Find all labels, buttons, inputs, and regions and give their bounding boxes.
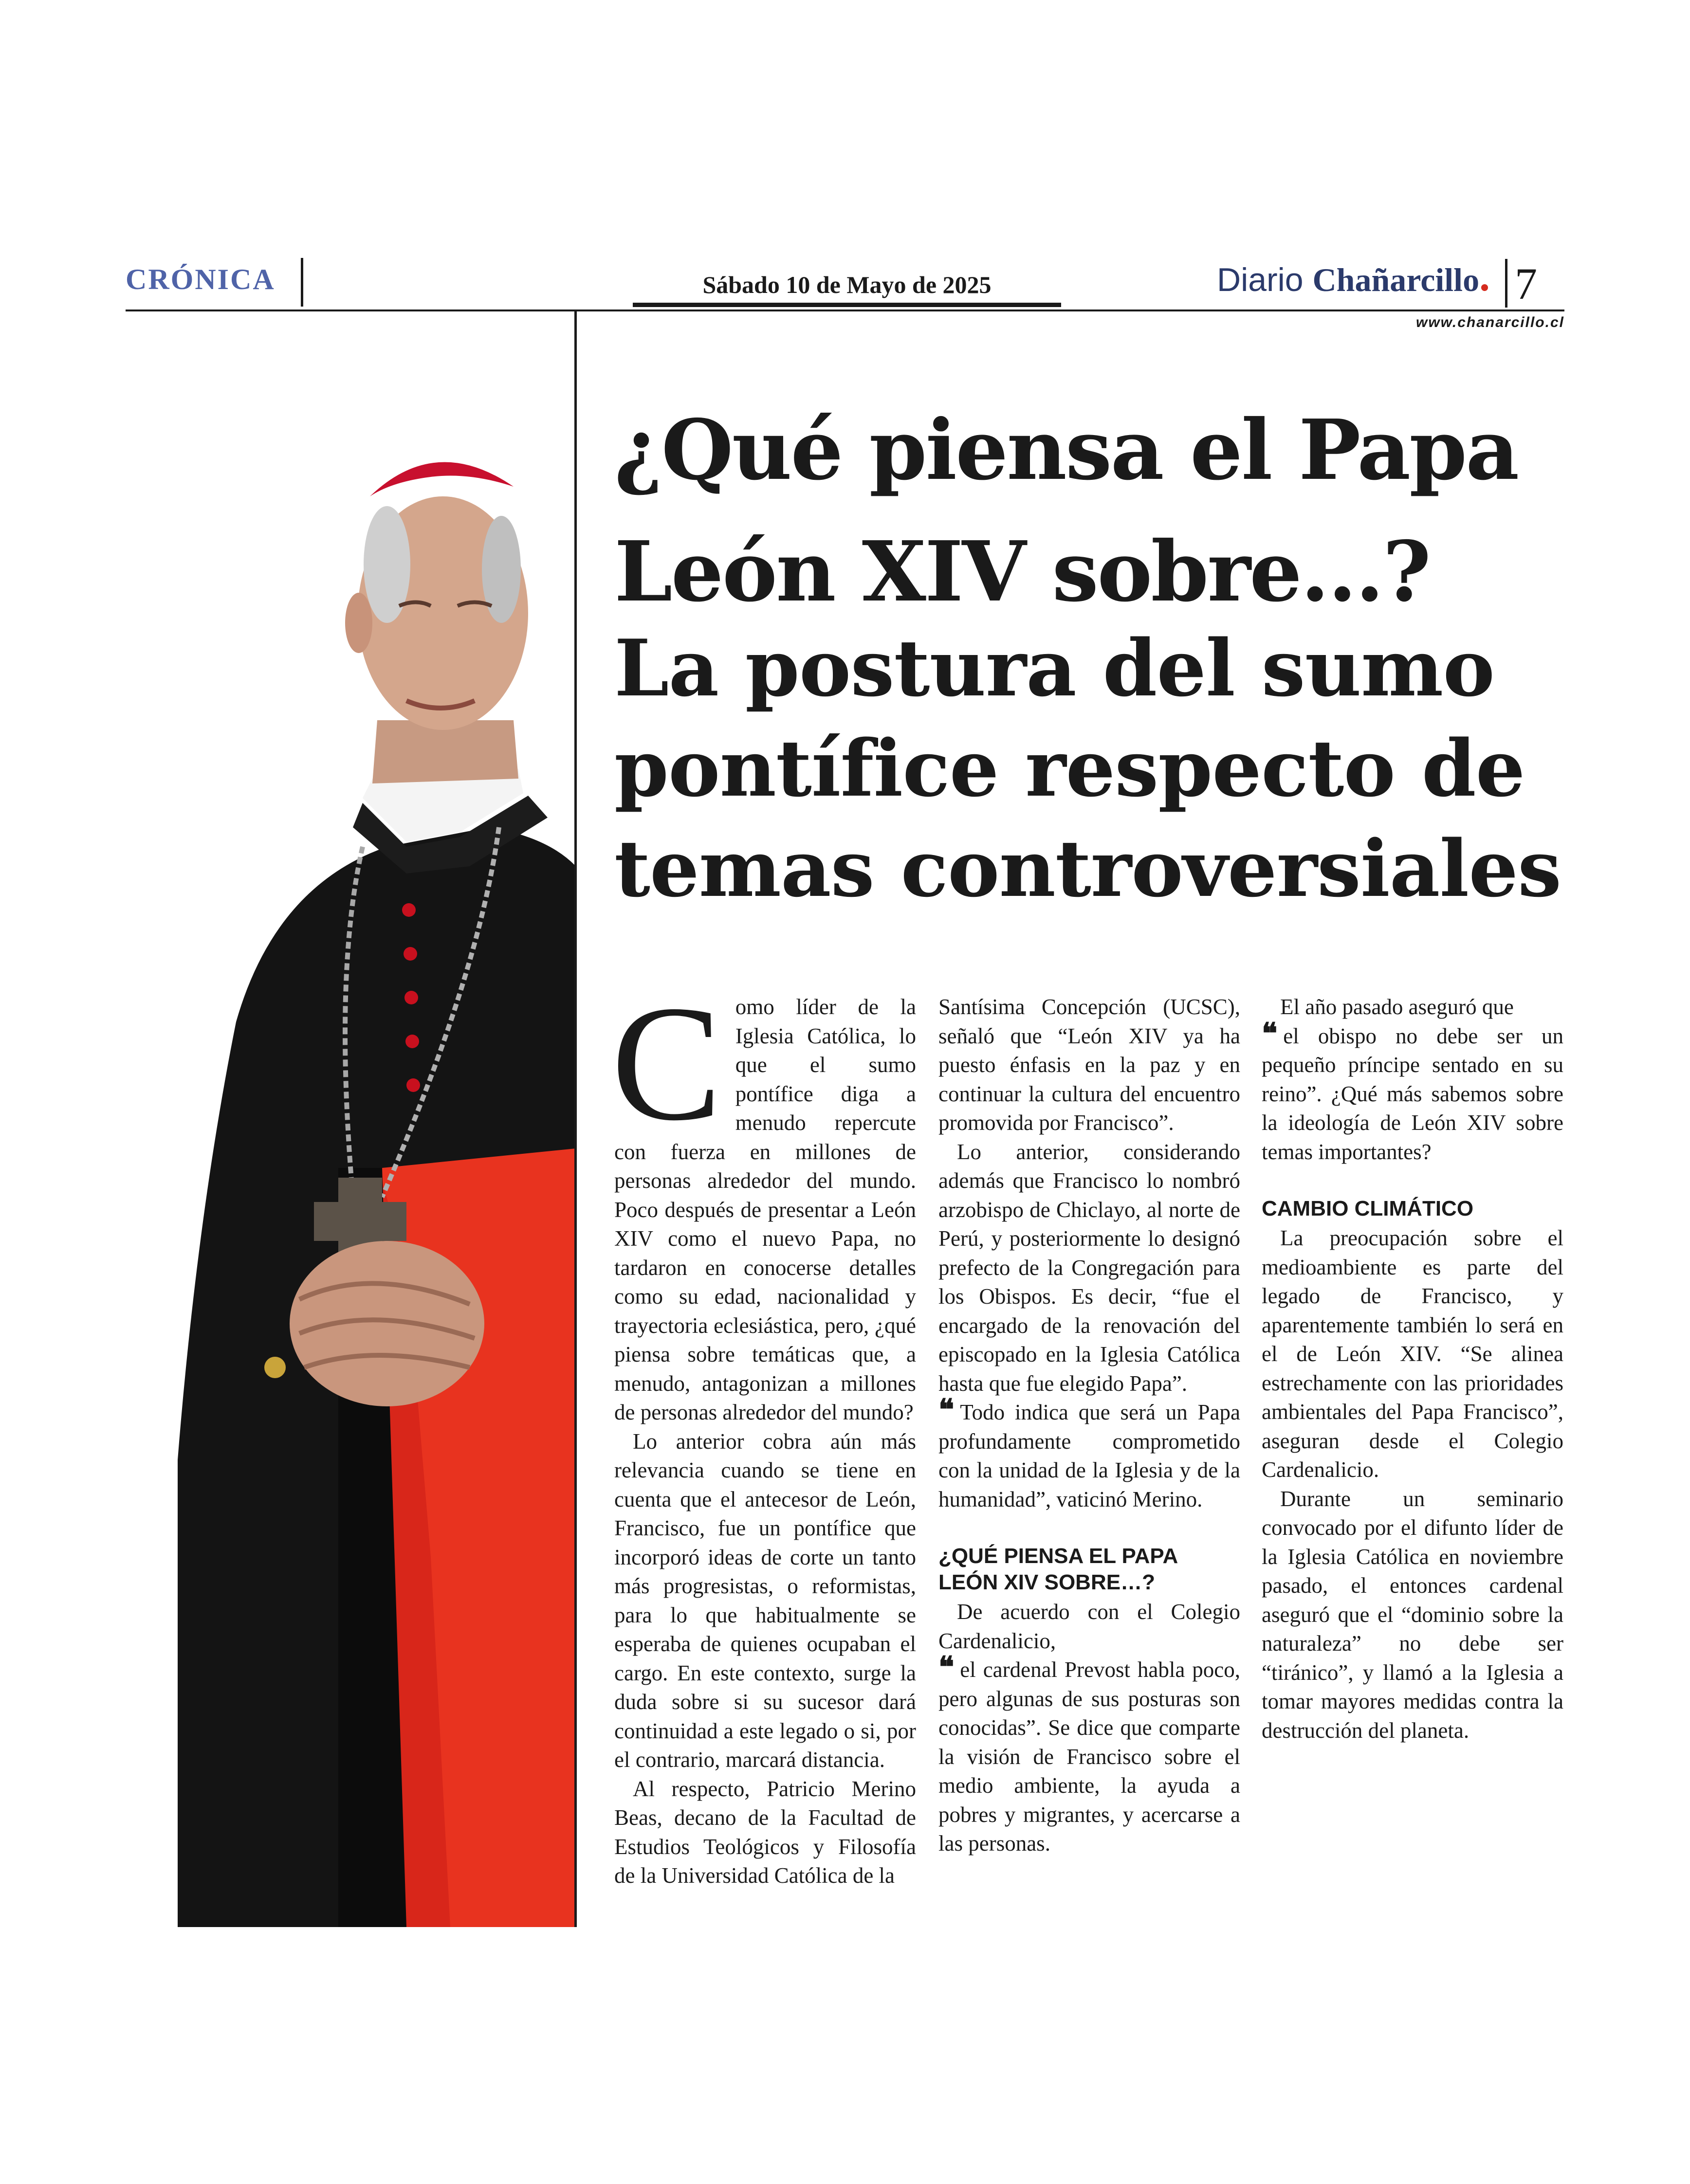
page-number-divider bbox=[1505, 259, 1507, 308]
cardinal-photo bbox=[178, 341, 576, 1927]
section-subhead: ¿QUÉ PIENSA EL PAPA LEÓN XIV SOBRE…? bbox=[938, 1544, 1177, 1594]
newspaper-title: Chañarcillo bbox=[1312, 261, 1480, 298]
newspaper-prefix: Diario bbox=[1217, 261, 1304, 298]
newspaper-name bbox=[1217, 261, 1488, 299]
quote-icon: ❝ bbox=[938, 1650, 955, 1684]
paragraph: El año pasado aseguró que bbox=[1280, 995, 1514, 1019]
headline-line-1: ¿Qué piensa el Papa bbox=[614, 401, 1518, 499]
quote-text: Todo indica que será un Papa profundamente comprometido con la unidad de la Iglesia y de la humanidad”, vaticinó Merino. bbox=[938, 1400, 1240, 1511]
paragraph: De acuerdo con el Colegio Cardenalicio, bbox=[938, 1600, 1240, 1653]
page-number: 7 bbox=[1515, 259, 1537, 309]
dropcap: C bbox=[611, 971, 722, 1155]
column-rule bbox=[574, 310, 577, 1927]
quote-icon: ❝ bbox=[1262, 1016, 1278, 1051]
date-underline bbox=[633, 303, 1061, 307]
red-dot-icon bbox=[1481, 284, 1488, 291]
issue-date: Sábado 10 de Mayo de 2025 bbox=[702, 271, 992, 298]
lead-text: omo líder de la Iglesia Católica, lo que el sumo pontífice diga a menudo repercute con fuerza en millones de personas alrededor del mundo. Poco después de presentar a León XIV como el nuevo Papa, no tardaron en conocerse detalles como su edad, nacionalidad y trayectoria eclesiástica, pero, ¿qué piensa sobre temáticas que, a menudo, antagonizan a millones de personas alrededor del mundo? bbox=[614, 995, 916, 1424]
pull-quote bbox=[938, 1650, 1240, 1858]
paragraph: Lo anterior cobra aún más relevancia cuando se tiene en cuenta que el antecesor de León, Francisco, fue un pontífice que incorporó ideas de corte un tanto más progresistas, o reformistas, para lo que habitualmente se esperaba de quienes ocupaban el cargo. En este contexto, surge la duda sobre si su sucesor dará continuidad a este legado o si, por el contrario, marcará distancia. bbox=[614, 1429, 916, 1772]
lead-paragraph bbox=[611, 971, 916, 1427]
header-divider bbox=[301, 258, 303, 307]
website-url[interactable]: www.chanarcillo.cl bbox=[1416, 314, 1564, 330]
paragraph: Durante un seminario convocado por el difunto líder de la Iglesia Católica en noviembre pasado, el entonces cardenal aseguró que el “dominio sobre la naturaleza” no debe ser “tiránico”, y llamó a la Iglesia a tomar mayores medidas contra la destrucción del planeta. bbox=[1262, 1486, 1563, 1743]
paragraph: Santísima Concepción (UCSC), señaló que “León XIV ya ha puesto énfasis en la paz y en continuar la cultura del encuentro promovida por Francisco”. bbox=[938, 995, 1240, 1135]
paragraph: La preocupación sobre el medioambiente es parte del legado de Francisco, y aparentemente también lo será en el de León XIV. “Se alinea estrechamente con las prioridades ambientales del Papa Francisco”, aseguran desde el Colegio Cardenalicio. bbox=[1262, 1226, 1563, 1482]
pull-quote bbox=[938, 1393, 1240, 1514]
headline-line-2: León XIV sobre...? bbox=[614, 523, 1430, 620]
headline bbox=[614, 389, 1563, 633]
article-column-2 bbox=[938, 993, 1240, 1858]
quote-icon: ❝ bbox=[938, 1393, 955, 1427]
quote-text: el cardenal Prevost habla poco, pero algunas de sus posturas son conocidas”. Se dice que comparte la visión de Francisco sobre el medio ambiente, la ayuda a pobres y migrantes, y acercarse a las personas. bbox=[938, 1657, 1240, 1856]
article-column-1 bbox=[611, 971, 916, 1891]
paragraph: Al respecto, Patricio Merino Beas, decano de la Facultad de Estudios Teológicos y Filosofía de la Universidad Católica de la bbox=[614, 1776, 916, 1888]
subheadline: La postura del sumo pontífice respecto de temas controversiales bbox=[614, 622, 1561, 914]
article-column-3 bbox=[1262, 993, 1563, 1745]
section-label: CRÓNICA bbox=[126, 263, 276, 295]
header-rule bbox=[126, 309, 1564, 311]
pull-quote bbox=[1262, 1016, 1563, 1167]
quote-text: el obispo no debe ser un pequeño príncipe sentado en su reino”. ¿Qué más sabemos sobre la ideología de León XIV sobre temas importantes? bbox=[1262, 1023, 1563, 1164]
paragraph: Lo anterior, considerando además que Francisco lo nombró arzobispo de Chiclayo, al norte de Perú, y posteriormente lo designó prefecto de la Congregación para los Obispos. Es decir, “fue el encargado de la renovación del episcopado en la Iglesia Católica hasta que fue elegido Papa”. bbox=[938, 1139, 1240, 1396]
section-subhead: CAMBIO CLIMÁTICO bbox=[1262, 1197, 1474, 1220]
